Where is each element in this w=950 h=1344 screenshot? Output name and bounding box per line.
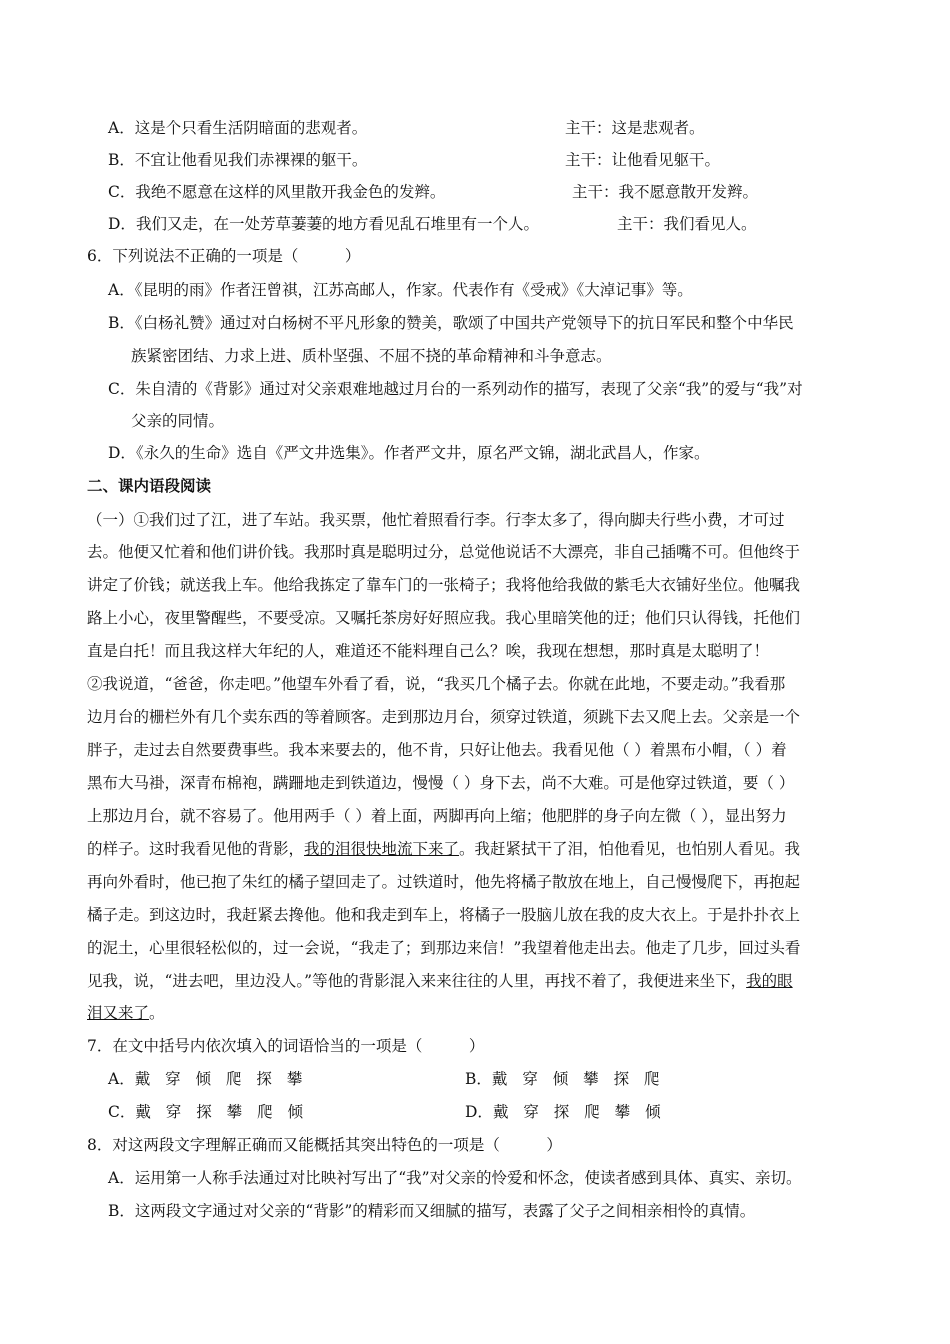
section-heading: 二、课内语段阅读 xyxy=(87,476,212,495)
q7-question: 7．在文中括号内依次填入的词语恰当的一项是（ ） xyxy=(87,1037,485,1055)
q8-option-a: A．运用第一人称手法通过对比映衬写出了“我”对父亲的怜爱和怀念，使读者感到具体、真实、亲切。 xyxy=(108,1169,802,1187)
q7-option-a: A．戴 穿 倾 爬 探 攀 xyxy=(108,1070,308,1088)
underlined-sentence: 我的泪很快地流下来了 xyxy=(304,840,460,858)
passage-line: 黑布大马褂，深青布棉袍，蹒跚地走到铁道边，慢慢（ ）身下去，尚不大难。可是他穿过铁道，要（ ） xyxy=(87,774,795,792)
q5-option-c-stem: 主干：我不愿意散开发辫。 xyxy=(572,183,759,201)
q6-question: 6．下列说法不正确的一项是（ ） xyxy=(87,247,361,265)
q5-option-a: A．这是个只看生活阴暗面的悲观者。 xyxy=(108,119,368,137)
q5-option-a-stem: 主干：这是悲观者。 xyxy=(565,119,705,137)
passage-line: 胖子，走过去自然要费事些。我本来要去的，他不肯，只好让他去。我看见他（ ）着黑布小帽，（ ）着 xyxy=(87,741,787,759)
passage-line: 上那边月台，就不容易了。他用两手（ ）着上面，两脚再向上缩；他肥胖的身子向左微（ ），显出努力 xyxy=(87,807,787,825)
q5-option-b-stem: 主干：让他看见躯干。 xyxy=(565,151,721,169)
passage-line: 见我，说，“进去吧，里边没人。”等他的背影混入来来往往的人里，再找不着了，我便进来坐下，我的眼 xyxy=(87,972,793,990)
q6-option-b-cont: 族紧密团结、力求上进、质朴坚强、不屈不挠的革命精神和斗争意志。 xyxy=(131,347,612,365)
q6-option-c-cont: 父亲的同情。 xyxy=(131,412,225,430)
q6-option-d: D．《永久的生命》选自《严文井选集》。作者严文井，原名严文锦，湖北武昌人，作家。 xyxy=(108,444,710,462)
q7-option-b: B．戴 穿 倾 攀 探 爬 xyxy=(465,1070,665,1088)
q7-option-d: D．戴 穿 探 爬 攀 倾 xyxy=(465,1103,666,1121)
underlined-sentence: 我的眼 xyxy=(746,972,793,990)
q5-option-d: D．我们又走，在一处芳草萋萋的地方看见乱石堆里有一个人。 xyxy=(108,215,539,233)
q5-option-c: C．我绝不愿意在这样的风里散开我金色的发辫。 xyxy=(108,183,446,201)
passage-line: 的样子。这时我看见他的背影，我的泪很快地流下来了。我赶紧拭干了泪，怕他看见，也怕别人看见。我 xyxy=(87,840,801,858)
q6-option-c: C．朱自清的《背影》通过对父亲艰难地越过月台的一系列动作的描写，表现了父亲“我”的爱与“我”对 xyxy=(108,380,803,398)
passage-line: 讲定了价钱；就送我上车。他给我拣定了靠车门的一张椅子；我将他给我做的紫毛大衣铺好坐位。他嘱我 xyxy=(87,576,801,594)
passage-line: 再向外看时，他已抱了朱红的橘子望回走了。过铁道时，他先将橘子散放在地上，自己慢慢爬下，再抱起 xyxy=(87,873,801,891)
passage-line: （一）①我们过了江，进了车站。我买票，他忙着照看行李。行李太多了，得向脚夫行些小费，才可过 xyxy=(87,511,785,529)
passage-line: 泪又来了。 xyxy=(87,1004,165,1022)
q7-option-c: C．戴 穿 探 攀 爬 倾 xyxy=(108,1103,309,1121)
passage-line: ②我说道，“爸爸，你走吧。”他望车外看了看，说，“我买几个橘子去。你就在此地，不要走动。”我看那 xyxy=(87,675,786,693)
q5-option-b: B．不宜让他看见我们赤裸裸的躯干。 xyxy=(108,151,368,169)
q8-question: 8．对这两段文字理解正确而又能概括其突出特色的一项是（ ） xyxy=(87,1136,562,1154)
q5-option-d-stem: 主干：我们看见人。 xyxy=(617,215,757,233)
passage-line: 边月台的栅栏外有几个卖东西的等着顾客。走到那边月台，须穿过铁道，须跳下去又爬上去。父亲是一个 xyxy=(87,708,801,726)
passage-line: 的泥土，心里很轻松似的，过一会说，“我走了；到那边来信！”我望着他走出去。他走了几步，回过头看 xyxy=(87,939,801,957)
q8-option-b: B．这两段文字通过对父亲的“背影”的精彩而又细腻的描写，表露了父子之间相亲相怜的真情。 xyxy=(108,1202,756,1220)
passage-line: 去。他便又忙着和他们讲价钱。我那时真是聪明过分，总觉他说话不大漂亮，非自己插嘴不可。但他终于 xyxy=(87,543,801,561)
q6-option-a: A．《昆明的雨》作者汪曾祺，江苏高邮人，作家。代表作有《受戒》《大淖记事》等。 xyxy=(108,281,693,299)
q6-option-b: B．《白杨礼赞》通过对白杨树不平凡形象的赞美，歌颂了中国共产党领导下的抗日军民和整个中华民 xyxy=(108,314,794,332)
passage-line: 橘子走。到这边时，我赶紧去搀他。他和我走到车上，将橘子一股脑儿放在我的皮大衣上。于是扑扑衣上 xyxy=(87,906,801,924)
passage-line: 直是白托！而且我这样大年纪的人，难道还不能料理自己么？唉，我现在想想，那时真是太聪明了！ xyxy=(87,642,770,660)
underlined-sentence: 泪又来了 xyxy=(87,1004,150,1022)
passage-line: 路上小心，夜里警醒些，不要受凉。又嘱托茶房好好照应我。我心里暗笑他的迂；他们只认得钱，托他们 xyxy=(87,609,801,627)
